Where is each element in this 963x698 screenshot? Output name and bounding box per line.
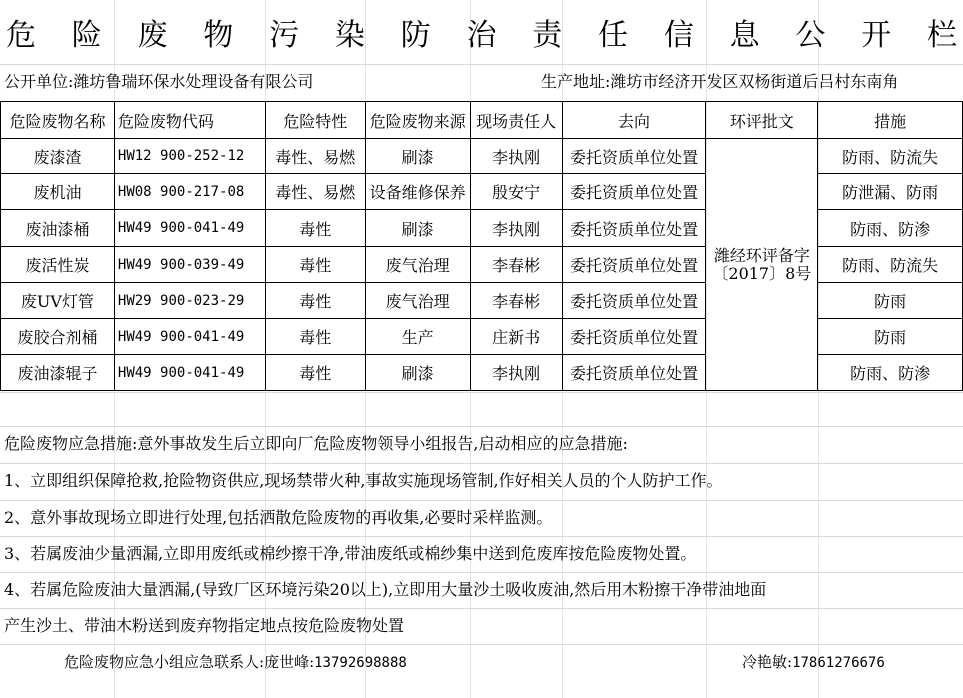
responsible-person: 李春彬 [470,247,562,283]
waste-name: 废油漆辊子 [1,355,115,391]
contact-1-phone: 13792698888 [314,655,407,671]
destination: 委托资质单位处置 [562,283,706,319]
table-row [1,139,963,174]
table-header-row [1,102,963,139]
emergency-step-1: 1、立即组织保障抢救,抢险物资供应,现场禁带火种,事故实施现场管制,作好相关人员的个人防护工作。 [4,471,723,490]
emergency-step-4: 4、若属危险废油大量洒漏,(导致厂区环境污染20以上),立即用大量沙土吸收废油,然后用木粉擦干净带油地面 [4,580,767,599]
header-cell: 危险特性 [265,102,365,139]
eia-approval: 潍经环评备字〔2017〕8号 [706,139,818,391]
table-row [1,319,963,355]
destination: 委托资质单位处置 [562,355,706,391]
title-char: 治 [466,18,497,53]
measure: 防雨 [818,283,963,319]
emergency-intro: 危险废物应急措施:意外事故发生后立即向厂危险废物领导小组报告,启动相应的应急措施: [4,434,628,453]
hazard-property: 毒性 [265,319,365,355]
emergency-contact-2 [742,652,885,673]
title-char: 任 [598,18,629,53]
waste-source: 刷漆 [365,355,470,391]
header-cell: 去向 [562,102,706,139]
waste-code: HW29 900-023-29 [114,283,265,319]
emergency-step-2: 2、意外事故现场立即进行处理,包括洒散危险废物的再收集,必要时采样监测。 [4,508,553,527]
header-cell: 危险废物来源 [365,102,470,139]
hazard-property: 毒性、易燃 [265,139,365,174]
table-row [1,174,963,210]
waste-name: 废油漆桶 [1,210,115,247]
title-char: 险 [71,18,102,53]
measure: 防雨 [818,319,963,355]
responsible-person: 李执刚 [470,139,562,174]
waste-name: 废胶合剂桶 [1,319,115,355]
emergency-contact [64,652,407,673]
header-cell: 措施 [818,102,963,139]
destination: 委托资质单位处置 [562,174,706,210]
waste-name: 废漆渣 [1,139,115,174]
title-char: 危 [6,18,36,53]
responsible-person: 李执刚 [470,210,562,247]
title-char: 物 [203,18,234,53]
waste-code: HW49 900-041-49 [114,210,265,247]
hazard-property: 毒性 [265,355,365,391]
measure: 防泄漏、防雨 [818,174,963,210]
emergency-step-4-cont: 产生沙土、带油木粉送到废弃物指定地点按危险废物处置 [4,616,405,635]
contact-2-phone: 17861276676 [792,655,885,671]
title-char: 息 [729,18,760,53]
waste-source: 废气治理 [365,283,470,319]
responsible-person: 庄新书 [470,319,562,355]
title-char: 防 [400,18,431,53]
contact-label: 危险废物应急小组应急联系人: [64,653,265,671]
responsible-person: 李春彬 [470,283,562,319]
hazardous-waste-table [0,101,963,391]
header-cell: 危险废物代码 [114,102,265,139]
header-cell: 危险废物名称 [1,102,115,139]
waste-code: HW49 900-041-49 [114,319,265,355]
waste-code: HW08 900-217-08 [114,174,265,210]
title-char: 废 [137,18,168,53]
waste-code: HW49 900-039-49 [114,247,265,283]
waste-code: HW12 900-252-12 [114,139,265,174]
waste-source: 设备维修保养 [365,174,470,210]
info-row [0,64,963,100]
hazard-property: 毒性 [265,247,365,283]
publishing-unit: 公开单位:潍坊鲁瑞环保水处理设备有限公司 [4,72,314,91]
hazard-property: 毒性 [265,210,365,247]
page-title [0,0,963,64]
title-char: 信 [663,18,694,53]
header-cell: 环评批文 [706,102,818,139]
waste-name: 废UV灯管 [1,283,115,319]
responsible-person: 殷安宁 [470,174,562,210]
hazard-property: 毒性、易燃 [265,174,365,210]
measure: 防雨、防流失 [818,139,963,174]
destination: 委托资质单位处置 [562,319,706,355]
waste-source: 刷漆 [365,210,470,247]
contact-2-name: 冷艳敏: [742,653,793,671]
measure: 防雨、防渗 [818,355,963,391]
table-row [1,355,963,391]
production-address: 生产地址:潍坊市经济开发区双杨街道后吕村东南角 [541,72,899,91]
destination: 委托资质单位处置 [562,210,706,247]
hazard-property: 毒性 [265,283,365,319]
waste-source: 生产 [365,319,470,355]
waste-source: 废气治理 [365,247,470,283]
waste-name: 废活性炭 [1,247,115,283]
header-cell: 现场责任人 [470,102,562,139]
measure: 防雨、防流失 [818,247,963,283]
table-row [1,247,963,283]
destination: 委托资质单位处置 [562,139,706,174]
title-char: 栏 [926,18,957,53]
contact-1-name: 庞世峰: [264,653,315,671]
destination: 委托资质单位处置 [562,247,706,283]
waste-name: 废机油 [1,174,115,210]
title-char: 染 [334,18,365,53]
title-char: 污 [269,18,300,53]
title-char: 责 [532,18,563,53]
emergency-step-3: 3、若属废油少量洒漏,立即用废纸或棉纱擦干净,带油废纸或棉纱集中送到危废库按危险废物处置。 [4,544,697,563]
waste-source: 刷漆 [365,139,470,174]
responsible-person: 李执刚 [470,355,562,391]
table-row [1,283,963,319]
waste-code: HW49 900-041-49 [114,355,265,391]
title-char: 公 [795,18,826,53]
measure: 防雨、防渗 [818,210,963,247]
title-char: 开 [861,18,892,53]
table-row [1,210,963,247]
